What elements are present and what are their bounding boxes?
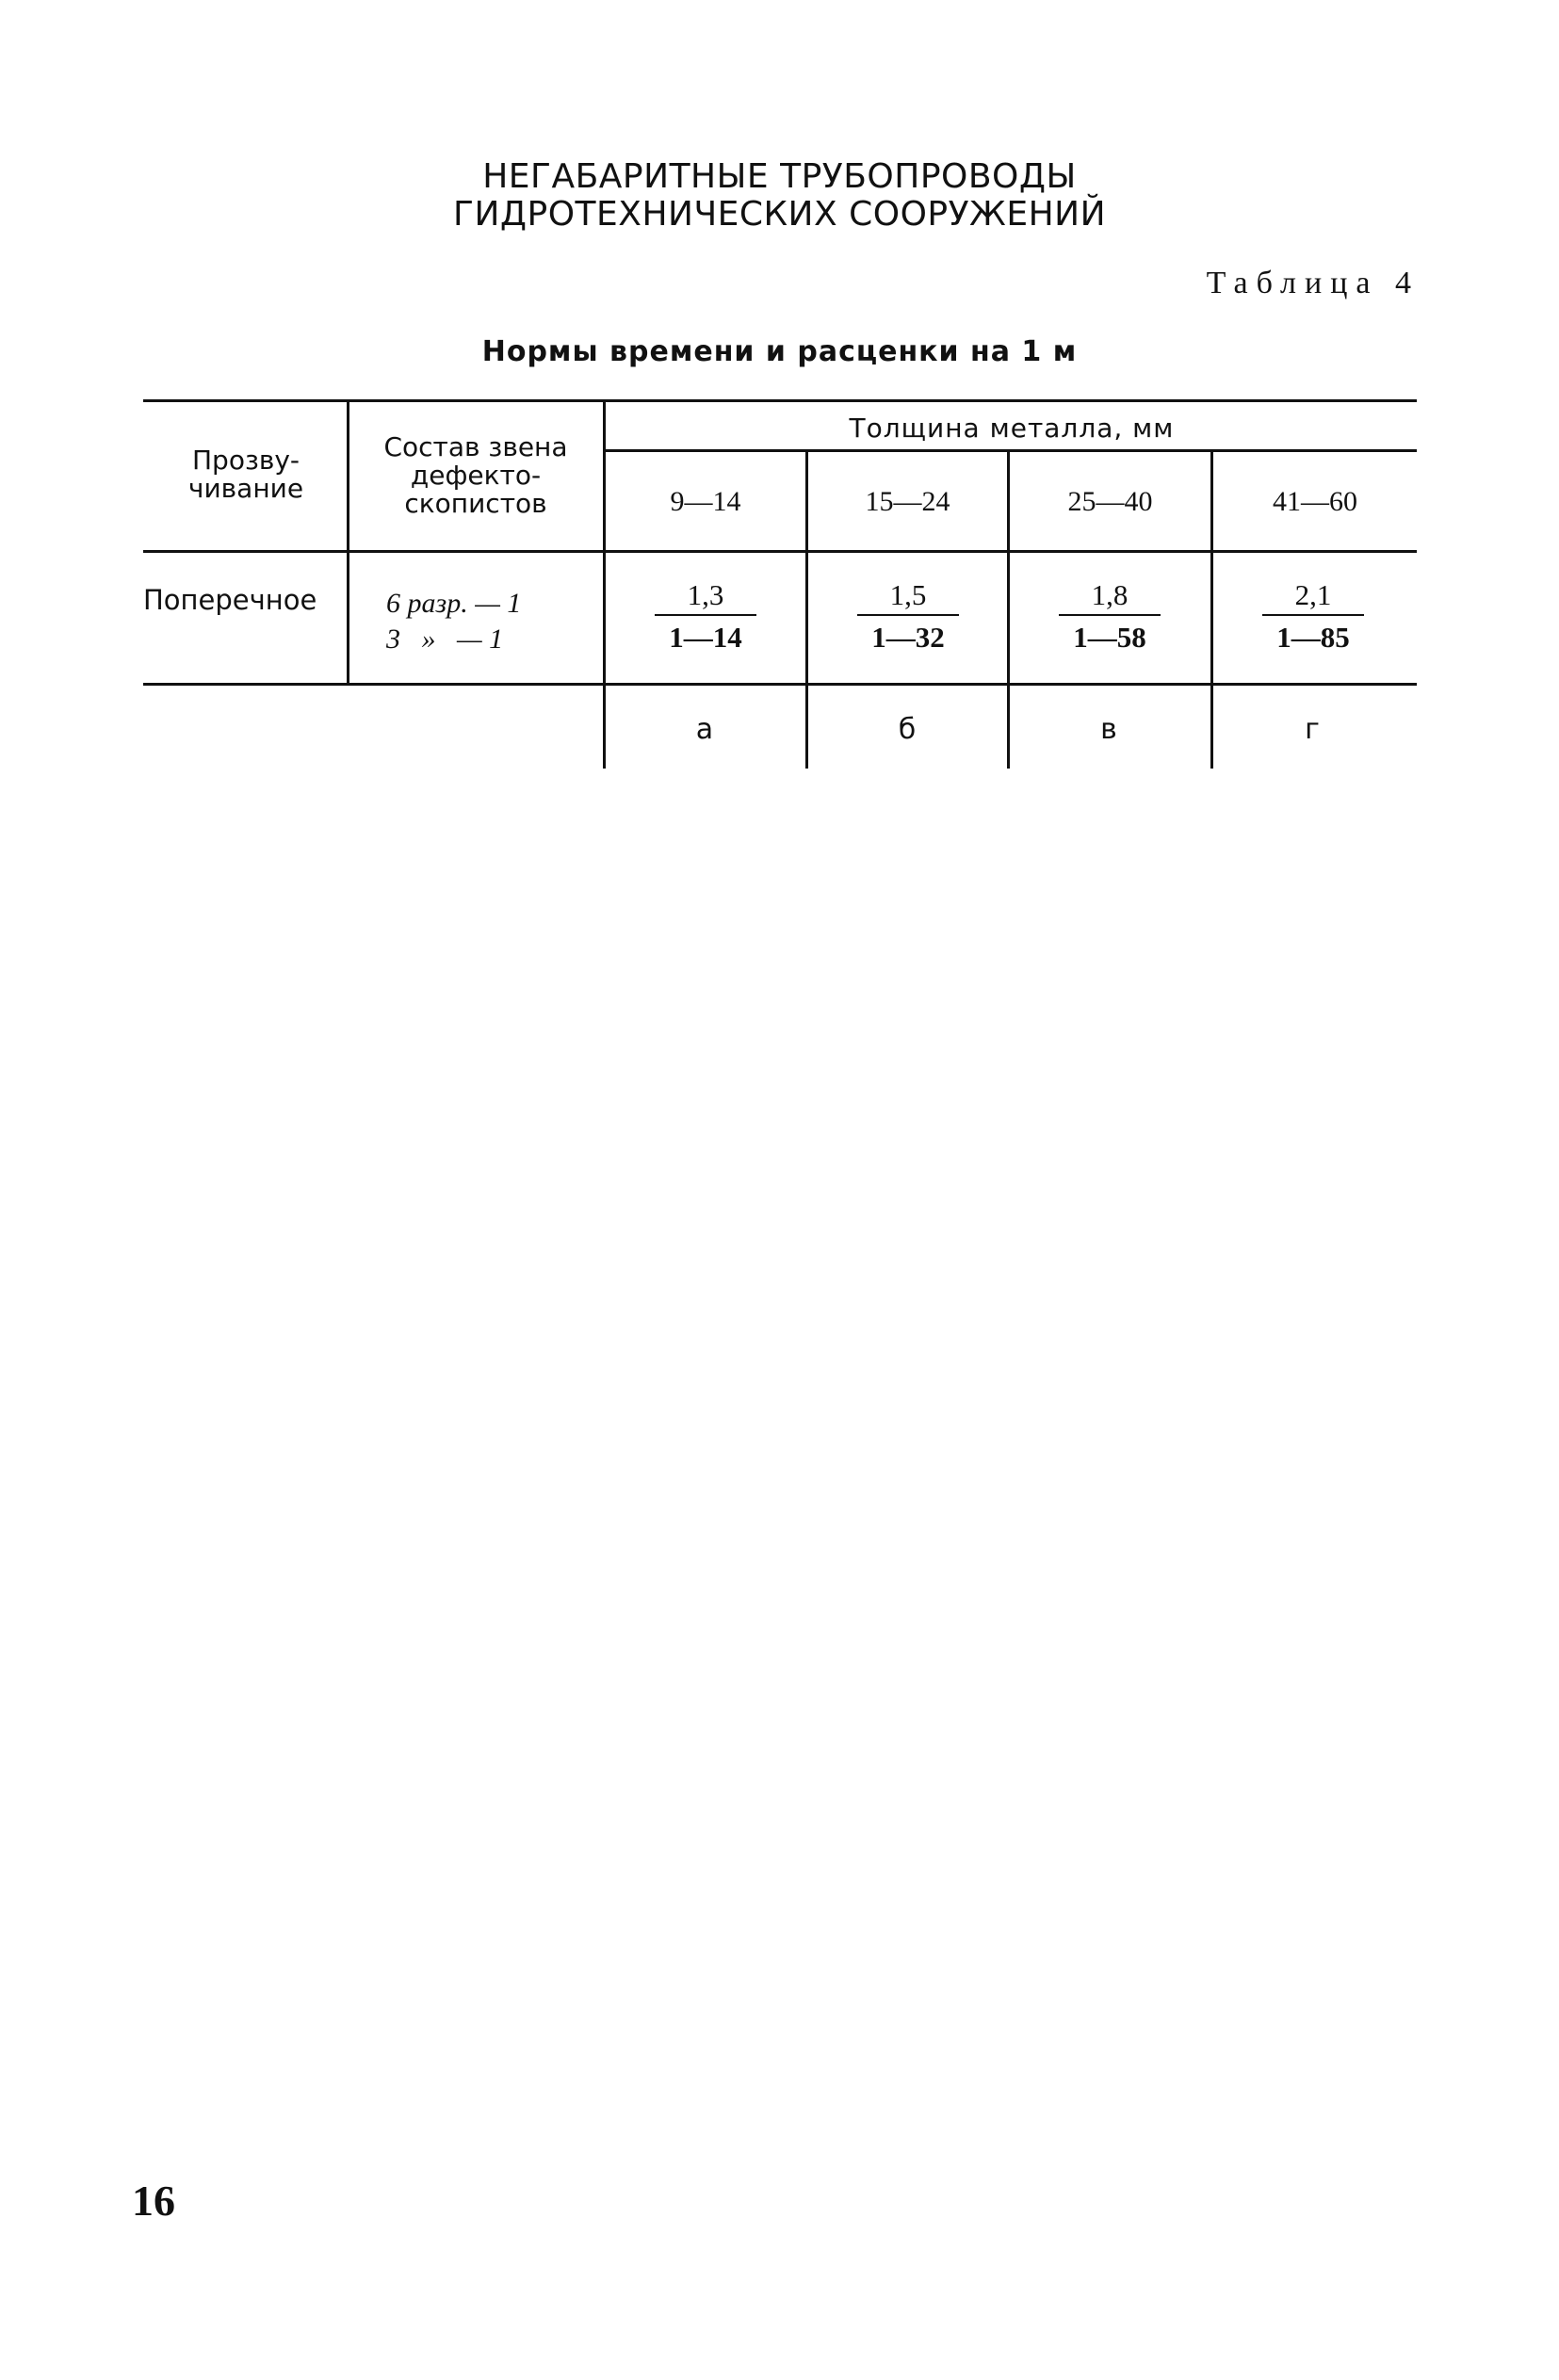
header-bottom-rule [143,550,1417,553]
table-bottom-rule [143,683,1417,686]
time-norm: 2,1 [1262,578,1364,616]
rate: 1—85 [1276,621,1350,654]
column-letter-v: в [1100,713,1117,746]
rate: 1—58 [1073,621,1146,654]
column-letter-g: г [1305,713,1320,746]
thickness-col-3: 25—40 [1067,486,1153,517]
column-letter-a: а [695,713,714,746]
value-cell-v [1059,578,1161,656]
crew-composition: 6 разр. — 1 3 » — 1 [386,588,522,655]
time-norm: 1,3 [655,578,756,616]
col-divider-1 [347,399,349,686]
heading-line-1: НЕГАБАРИТНЫЕ ТРУБОПРОВОДЫ [482,157,1077,196]
group-header-rule [605,449,1417,452]
table-label: Таблица 4 [1206,266,1420,300]
table-top-rule [143,399,1417,402]
thickness-col-1: 9—14 [670,486,741,517]
value-cell-b [857,578,959,656]
time-norm: 1,8 [1059,578,1161,616]
thickness-col-4: 41—60 [1273,486,1357,517]
time-norm: 1,5 [857,578,959,616]
rate: 1—32 [871,621,945,654]
value-cell-g [1262,578,1364,656]
header-crew: Состав звена дефекто- скопистов [383,431,568,519]
page-number: 16 [132,2177,175,2225]
thickness-col-2: 15—24 [865,486,950,517]
value-cell-a [655,578,756,656]
column-letter-b: б [898,713,917,746]
header-metal-thickness: Толщина металла, мм [849,413,1175,444]
row-name-transverse: Поперечное [143,584,317,616]
header-sounding: Прозву- чивание [187,445,304,504]
document-heading [0,158,1559,234]
heading-line-2: ГИДРОТЕХНИЧЕСКИХ СООРУЖЕНИЙ [452,195,1107,234]
rate: 1—14 [669,621,742,654]
table-caption: Нормы времени и расценки на 1 м [481,335,1078,368]
